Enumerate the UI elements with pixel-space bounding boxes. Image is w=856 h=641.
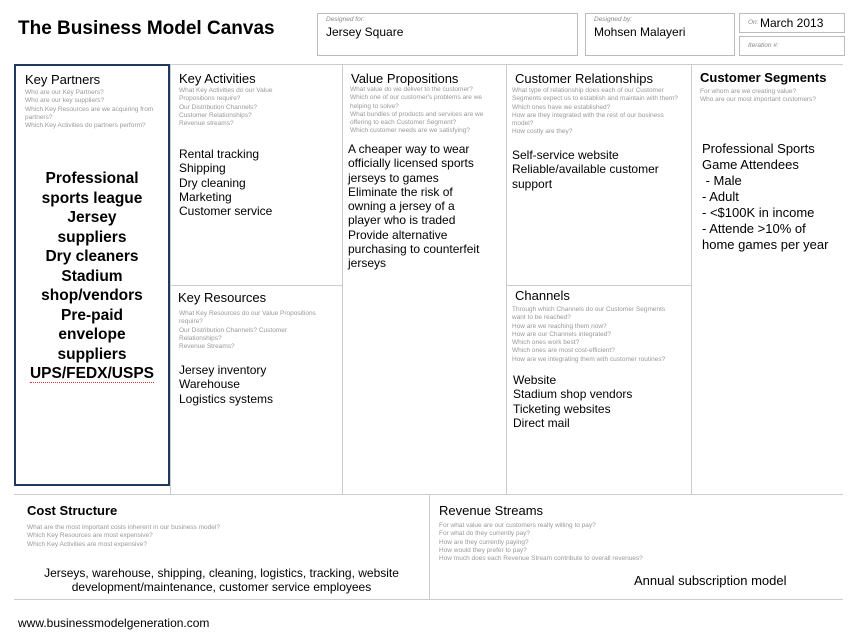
iteration-label: Iteration #:	[748, 42, 779, 49]
list-item: - <$100K in income	[702, 205, 815, 220]
prompt-line: want to be reached?	[512, 314, 571, 322]
list-item: owning a jersey of a	[348, 199, 455, 214]
prompt-line: Which Key Resources are most expensive?	[27, 532, 153, 540]
designed-by-value: Mohsen Malayeri	[594, 25, 686, 39]
prompt-line: How would they prefer to pay?	[439, 546, 527, 554]
channels-list	[513, 373, 632, 430]
list-item: suppliers	[57, 228, 127, 246]
list-item: purchasing to counterfeit	[348, 242, 480, 257]
prompt-line: Who are our key suppliers?	[25, 97, 105, 105]
value-propositions-prompts	[350, 86, 506, 136]
prompt-line: Who are our most important customers?	[700, 96, 816, 104]
key-partners-prompts	[25, 89, 165, 130]
footer-url[interactable]: www.businessmodelgeneration.com	[18, 616, 210, 630]
prompt-line: What are the most important costs inherent in our business model?	[27, 524, 220, 531]
list-item: Customer service	[179, 204, 273, 219]
channels-block[interactable]	[507, 286, 691, 494]
customer-relationships-prompts	[512, 87, 690, 137]
list-item: home games per year	[702, 237, 829, 252]
list-item: - Male	[702, 173, 742, 188]
key-partners-list	[16, 169, 168, 384]
list-item: Logistics systems	[179, 391, 274, 406]
list-item: Stadium	[61, 267, 123, 285]
key-resources-list	[179, 363, 273, 406]
list-item: Eliminate the risk of	[348, 184, 453, 199]
prompt-line: Revenue Streams?	[179, 343, 235, 351]
list-item: Professional	[45, 170, 139, 187]
key-resources-prompts	[179, 310, 339, 351]
list-item-text: UPS/FEDX/USPS	[29, 365, 155, 382]
revenue-streams-item: Annual subscription model	[634, 573, 787, 588]
list-item: sports league	[41, 189, 143, 207]
prompt-line: Who are our Key Partners?	[25, 89, 104, 96]
value-propositions-block[interactable]	[343, 64, 506, 494]
cost-structure-block[interactable]	[14, 495, 429, 599]
prompt-line: For what value are our customers really willing to pay?	[439, 522, 596, 529]
list-item: Game Attendees	[702, 157, 799, 172]
prompt-line: For whom are we creating value?	[700, 88, 797, 95]
customer-relationships-list	[512, 148, 659, 191]
list-item: Dry cleaners	[45, 248, 139, 265]
cost-structure-prompts	[27, 524, 427, 549]
list-item: Dry cleaning	[179, 175, 246, 190]
prompt-line: Revenue streams?	[179, 120, 234, 128]
prompt-line: Which ones have we established?	[512, 103, 611, 111]
prompt-line: Through which Channels do our Customer Segments	[512, 306, 666, 313]
list-item: Jersey inventory	[179, 363, 267, 377]
key-activities-title: Key Activities	[179, 71, 256, 86]
date-label: On:	[748, 19, 759, 26]
list-item: Pre-paid	[60, 306, 123, 324]
prompt-line: What Key Activities do our Value	[179, 87, 273, 94]
customer-relationships-block[interactable]	[507, 64, 691, 285]
prompt-line: For what do they currently pay?	[439, 530, 531, 538]
prompt-line: Which Key Activities are most expensive?	[27, 540, 147, 548]
list-item: jerseys to games	[348, 170, 439, 185]
cost-structure-list	[14, 566, 429, 595]
grid-footer-line	[14, 599, 843, 600]
prompt-line: model?	[512, 120, 534, 128]
key-resources-block[interactable]	[171, 286, 342, 494]
list-item: shop/vendors	[41, 287, 143, 304]
prompt-line: How are we reaching them now?	[512, 322, 607, 330]
customer-segments-prompts	[700, 88, 843, 105]
prompt-line: helping to solve?	[350, 102, 399, 110]
list-item: Provide alternative	[348, 227, 448, 242]
list-item: A cheaper way to wear	[348, 142, 470, 156]
customer-segments-list	[702, 141, 828, 253]
prompt-line: Our Distribution Channels?	[179, 103, 258, 111]
list-item: Website	[513, 373, 557, 387]
key-activities-prompts	[179, 87, 339, 128]
list-item: officially licensed sports	[348, 156, 474, 171]
list-item	[16, 364, 168, 384]
designed-for-box[interactable]	[317, 13, 578, 56]
designed-for-value: Jersey Square	[326, 25, 404, 39]
key-activities-block[interactable]	[171, 64, 342, 285]
revenue-streams-prompts	[439, 522, 839, 563]
list-item: Stadium shop vendors	[513, 387, 633, 402]
list-item: Reliable/available customer	[512, 162, 659, 177]
cost-structure-title: Cost Structure	[27, 503, 118, 518]
list-item: Rental tracking	[179, 147, 260, 161]
designed-by-label: Designed by:	[594, 16, 632, 23]
revenue-streams-block[interactable]	[430, 495, 843, 599]
list-item: player who is traded	[348, 213, 456, 228]
list-item: Direct mail	[513, 415, 570, 430]
designed-for-label: Designed for:	[326, 16, 365, 23]
customer-segments-block[interactable]	[692, 64, 843, 494]
prompt-line: How are they currently paying?	[439, 538, 529, 546]
prompt-line: Segments expect us to establish and maintain with them?	[512, 95, 678, 103]
prompt-line: Customer Relationships?	[179, 111, 252, 119]
prompt-line: How are we integrating them with customer routines?	[512, 355, 666, 363]
prompt-line: Which one of our customer's problems are we	[350, 94, 483, 102]
prompt-line: Which Key Resources are we acquiring from partners?	[25, 105, 154, 121]
list-item: support	[512, 176, 553, 191]
prompt-line: How are they integrated with the rest of our business	[512, 111, 664, 119]
key-activities-list	[179, 147, 272, 218]
customer-relationships-title: Customer Relationships	[515, 71, 654, 86]
iteration-box[interactable]	[739, 36, 845, 56]
date-value: March 2013	[760, 16, 824, 30]
canvas-title: The Business Model Canvas	[18, 18, 275, 39]
list-item: Self-service website	[512, 148, 619, 162]
prompt-line: Which ones work best?	[512, 339, 580, 347]
prompt-line: Which customer needs are we satisfying?	[350, 127, 470, 135]
list-item: jerseys	[348, 256, 387, 271]
customer-segments-title: Customer Segments	[700, 70, 827, 85]
prompt-line: What bundles of products and services are we	[350, 110, 484, 118]
prompt-line: How are our Channels integrated?	[512, 330, 612, 338]
date-box[interactable]	[739, 13, 845, 33]
list-item: Warehouse	[179, 377, 240, 392]
list-item: suppliers	[57, 345, 127, 363]
prompt-line: Which ones are most cost-efficient?	[512, 347, 615, 355]
channels-prompts	[512, 306, 690, 364]
list-item: Professional Sports	[702, 141, 815, 156]
prompt-line: offering to each Customer Segment?	[350, 119, 457, 127]
list-item: Ticketing websites	[513, 401, 611, 416]
prompt-line: What value do we deliver to the customer?	[350, 86, 473, 93]
prompt-line: Relationships?	[179, 334, 222, 342]
key-partners-title: Key Partners	[25, 72, 101, 87]
key-resources-title: Key Resources	[178, 290, 267, 305]
prompt-line: What type of relationship does each of our Customer	[512, 87, 664, 94]
list-item: Jersey	[67, 209, 117, 226]
revenue-streams-title: Revenue Streams	[439, 503, 544, 518]
prompt-line: Which Key Activities do partners perform?	[25, 122, 146, 130]
channels-title: Channels	[515, 288, 570, 303]
list-item: development/maintenance, customer service employees	[71, 580, 372, 595]
key-partners-block[interactable]	[14, 64, 170, 486]
list-item: - Attende >10% of	[702, 221, 806, 236]
prompt-line: Propositions require?	[179, 95, 241, 103]
prompt-line: How costly are they?	[512, 128, 573, 136]
value-propositions-list	[348, 142, 479, 271]
list-item: Shipping	[179, 161, 226, 176]
value-propositions-title: Value Propositions	[351, 71, 459, 86]
list-item: Jerseys, warehouse, shipping, cleaning, logistics, tracking, website	[44, 566, 399, 580]
list-item: Marketing	[179, 189, 232, 204]
prompt-line: Our Distribution Channels? Customer	[179, 326, 288, 334]
prompt-line: How much does each Revenue Stream contribute to overall revenues?	[439, 555, 643, 563]
prompt-line: What Key Resources do our Value Propositions	[179, 310, 316, 317]
list-item: - Adult	[702, 189, 739, 204]
prompt-line: require?	[179, 318, 203, 326]
list-item: envelope	[58, 326, 126, 343]
designed-by-box[interactable]	[585, 13, 735, 56]
